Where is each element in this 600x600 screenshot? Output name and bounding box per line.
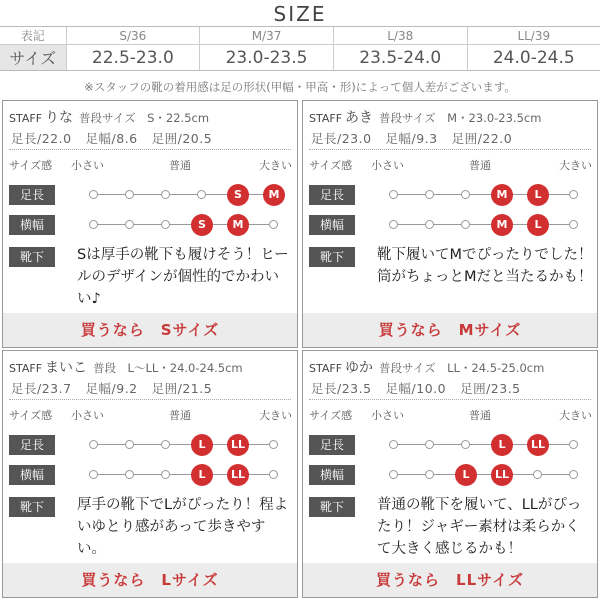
divider <box>309 399 591 400</box>
staff-measurements <box>11 379 291 397</box>
scale-dot <box>461 220 470 229</box>
staff-label: STAFF <box>309 362 343 375</box>
staff-label: STAFF <box>9 362 43 375</box>
staff-label: STAFF <box>9 112 43 125</box>
foot-girth-value: 足囲/23.5 <box>460 381 521 396</box>
size-scale-track <box>389 465 578 485</box>
staff-card <box>302 100 598 348</box>
width-label: 横幅 <box>9 215 55 235</box>
size-col-label: M/37 <box>200 27 334 45</box>
size-scale-track <box>89 215 278 235</box>
size-mark: M <box>263 184 285 206</box>
foot-girth-value: 足囲/20.5 <box>151 131 213 146</box>
staff-comment: 普通の靴下を履いて、LLがぴったり！ジャギー素材は柔らかくて大きく感じるかも！ <box>377 497 582 557</box>
scale-normal-label: 普通 <box>169 409 191 422</box>
page-title: SIZE <box>273 2 327 26</box>
size-mark: M <box>227 214 249 236</box>
staff-card <box>2 100 298 348</box>
scale-dot <box>125 440 134 449</box>
scale-dot <box>197 190 206 199</box>
scale-large-label: 大きい <box>259 409 292 422</box>
size-scale-track <box>89 185 278 205</box>
scale-dot <box>461 440 470 449</box>
size-table-header-label: 表記 <box>0 27 66 45</box>
staff-card <box>302 350 598 598</box>
foot-width-value: 足幅/9.2 <box>85 381 138 396</box>
length-label: 足長 <box>9 435 55 455</box>
socks-label: 靴下 <box>309 497 355 517</box>
recommendation: 買うなら LLサイズ <box>303 563 597 597</box>
scale-dot <box>161 470 170 479</box>
size-mark: L <box>527 184 549 206</box>
scale-normal-label: 普通 <box>469 409 491 422</box>
recommendation: 買うなら Lサイズ <box>3 563 297 597</box>
scale-dot <box>425 220 434 229</box>
size-mark: LL <box>227 434 249 456</box>
scale-small-label: 小さい <box>71 159 104 172</box>
foot-length-value: 足長/23.7 <box>11 381 72 396</box>
staff-header <box>9 357 291 377</box>
size-scale-track <box>389 435 578 455</box>
socks-label: 靴下 <box>309 247 355 267</box>
scale-small-label: 小さい <box>71 409 104 422</box>
size-mark: L <box>527 214 549 236</box>
scale-dot <box>425 470 434 479</box>
scale-dot <box>389 440 398 449</box>
scale-dot <box>161 440 170 449</box>
size-mark: M <box>491 184 513 206</box>
size-table <box>0 27 600 71</box>
scale-dot <box>125 470 134 479</box>
socks-label: 靴下 <box>9 247 55 267</box>
scale-dot <box>569 470 578 479</box>
size-feel-label: サイズ感 <box>9 409 53 422</box>
size-col-label: LL/39 <box>467 27 600 45</box>
scale-normal-label: 普通 <box>169 159 191 172</box>
scale-dot <box>389 190 398 199</box>
scale-dot <box>461 190 470 199</box>
fit-note: ※スタッフの靴の着用感は足の形状(甲幅・甲高・形)によって個人差がございます。 <box>84 80 516 94</box>
scale-dot <box>269 440 278 449</box>
scale-dot <box>161 220 170 229</box>
scale-dot <box>89 190 98 199</box>
divider <box>9 399 291 400</box>
size-scale-track <box>89 465 278 485</box>
size-col-range: 24.0-24.5 <box>467 45 600 71</box>
width-label: 横幅 <box>309 465 355 485</box>
size-col-label: L/38 <box>333 27 467 45</box>
size-mark: L <box>191 464 213 486</box>
size-scale-track <box>89 435 278 455</box>
scale-dot <box>89 470 98 479</box>
length-label: 足長 <box>309 185 355 205</box>
staff-usual-size: 普段サイズ S・22.5cm <box>79 111 210 125</box>
scale-large-label: 大きい <box>559 159 592 172</box>
size-scale-track <box>389 185 578 205</box>
size-feel-label: サイズ感 <box>9 159 53 172</box>
scale-small-label: 小さい <box>371 409 404 422</box>
staff-usual-size: 普段サイズ M・23.0-23.5cm <box>379 111 542 125</box>
staff-measurements <box>311 129 591 147</box>
staff-usual-size: 普段 L〜LL・24.0-24.5cm <box>93 361 243 375</box>
foot-width-value: 足幅/8.6 <box>85 131 138 146</box>
staff-header <box>309 357 591 377</box>
staff-measurements <box>311 379 591 397</box>
size-feel-label: サイズ感 <box>309 159 353 172</box>
size-scale-track <box>389 215 578 235</box>
foot-girth-value: 足囲/21.5 <box>151 381 213 396</box>
staff-label: STAFF <box>309 112 343 125</box>
staff-comment: 靴下履いてMでぴったりでした！筒がちょっとMだと当たるかも！ <box>377 247 593 285</box>
scale-dot <box>125 190 134 199</box>
staff-name: りな <box>45 110 74 126</box>
size-col-range: 23.5-24.0 <box>333 45 467 71</box>
size-col-range: 22.5-23.0 <box>66 45 200 71</box>
scale-large-label: 大きい <box>259 159 292 172</box>
size-mark: M <box>491 214 513 236</box>
scale-dot <box>161 190 170 199</box>
scale-large-label: 大きい <box>559 409 592 422</box>
width-label: 横幅 <box>309 215 355 235</box>
size-mark: S <box>227 184 249 206</box>
scale-dot <box>569 190 578 199</box>
staff-comment: Sは厚手の靴下も履けそう！ヒールのデザインが個性的でかわいい♪ <box>77 247 289 307</box>
scale-small-label: 小さい <box>371 159 404 172</box>
staff-name: あき <box>345 110 374 126</box>
size-mark: L <box>191 434 213 456</box>
recommendation: 買うなら Mサイズ <box>303 313 597 347</box>
scale-dot <box>569 440 578 449</box>
foot-width-value: 足幅/9.3 <box>385 131 438 146</box>
scale-dot <box>125 220 134 229</box>
foot-width-value: 足幅/10.0 <box>385 381 447 396</box>
staff-header <box>309 107 591 127</box>
length-label: 足長 <box>309 435 355 455</box>
foot-length-value: 足長/23.0 <box>311 131 372 146</box>
length-label: 足長 <box>9 185 55 205</box>
scale-dot <box>425 190 434 199</box>
socks-label: 靴下 <box>9 497 55 517</box>
size-mark: LL <box>491 464 513 486</box>
size-mark: L <box>491 434 513 456</box>
scale-dot <box>533 470 542 479</box>
scale-dot <box>569 220 578 229</box>
size-col-range: 23.0-23.5 <box>200 45 334 71</box>
size-col-label: S/36 <box>66 27 200 45</box>
scale-dot <box>269 220 278 229</box>
scale-normal-label: 普通 <box>469 159 491 172</box>
foot-length-value: 足長/22.0 <box>11 131 72 146</box>
staff-measurements <box>11 129 291 147</box>
divider <box>309 149 591 150</box>
size-table-row-label: サイズ <box>0 45 66 71</box>
scale-dot <box>89 440 98 449</box>
scale-dot <box>389 220 398 229</box>
scale-dot <box>425 440 434 449</box>
scale-dot <box>89 220 98 229</box>
foot-girth-value: 足囲/22.0 <box>451 131 513 146</box>
width-label: 横幅 <box>9 465 55 485</box>
size-mark: S <box>191 214 213 236</box>
divider <box>9 149 291 150</box>
staff-header <box>9 107 291 127</box>
foot-length-value: 足長/23.5 <box>311 381 372 396</box>
staff-usual-size: 普段サイズ LL・24.5-25.0cm <box>379 361 545 375</box>
size-feel-label: サイズ感 <box>309 409 353 422</box>
staff-comment: 厚手の靴下でLがぴったり！程よいゆとり感があって歩きやすい。 <box>77 497 289 557</box>
staff-name: ゆか <box>345 360 374 376</box>
size-mark: LL <box>527 434 549 456</box>
size-mark: L <box>455 464 477 486</box>
staff-name: まいこ <box>45 360 88 376</box>
scale-dot <box>269 470 278 479</box>
scale-dot <box>389 470 398 479</box>
size-mark: LL <box>227 464 249 486</box>
recommendation: 買うなら Sサイズ <box>3 313 297 347</box>
staff-card <box>2 350 298 598</box>
scale-line <box>393 474 574 475</box>
